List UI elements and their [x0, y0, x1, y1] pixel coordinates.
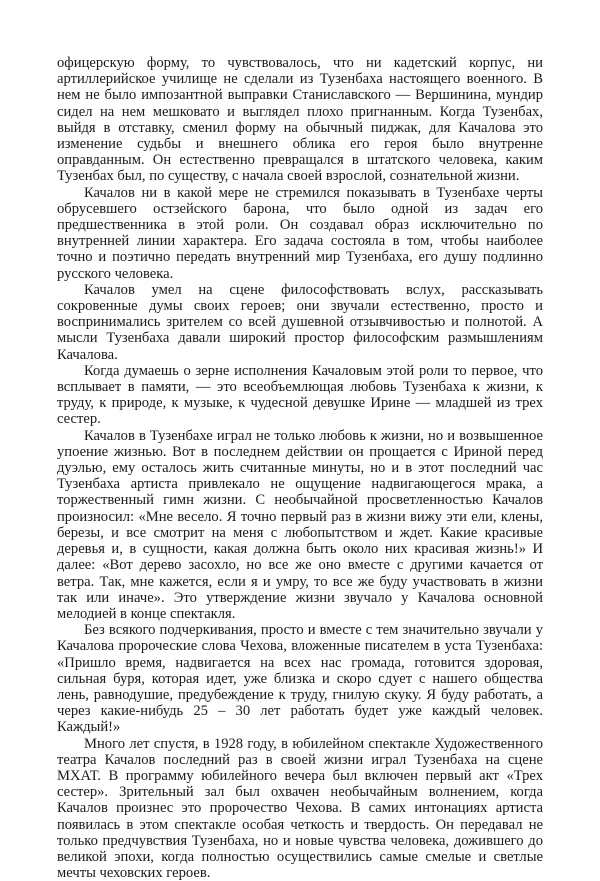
paragraph: Качалов умел на сцене философствовать вслух, рассказывать сокровенные думы своих героев; они звучали естественно, просто и воспринимались зрителем со всей душевной отзывчивостью и полнотой. А мысли Тузенбаха давали широкий простор философским размышлениям Качалова. — [57, 281, 543, 363]
paragraph: Без всякого подчеркивания, просто и вместе с тем значительно звучали у Качалова пророческие слова Чехова, вложенные писателем в уста Тузенбаха: «Пришло время, надвигается на всех нас громада, готовится здоровая, сильная буря, которая идет, уже близка и скоро сдует с нашего общества лень, равнодушие, предубеждение к труду, гнилую скуку. Я буду работать, а через какие-нибудь 25 – 30 лет работать будет уже каждый человек. Каждый!» — [57, 622, 543, 736]
paragraph: Когда думаешь о зерне исполнения Качаловым этой роли то первое, что всплывает в памяти, — это всеобъемлющая любовь Тузенбаха к жизни, к труду, к природе, к музыке, к чудесной девушке Ирине — младшей из трех сестер. — [57, 362, 543, 428]
paragraph: Качалов ни в какой мере не стремился показывать в Тузенбахе черты обрусевшего остзейского барона, что было одной из задач его предшественника в этой роли. Он создавал образ исключительно по внутренней линии характера. Его задача состояла в том, чтобы наиболее точно и поэтично передать внутренний мир Тузенбаха, его душу подлинно русского человека. — [57, 184, 543, 282]
paragraph: Качалов в Тузенбахе играл не только любовь к жизни, но и возвышенное упоение жизнью. Вот в последнем действии он прощается с Ириной перед дуэлью, ему осталось жить считанные минуты, но и в этот последний час Тузенбаха артиста привлекало не ощущение надвигающегося мрака, а торжественный гимн жизни. С необычайной просветленностью Качалов произносил: «Мне весело. Я точно первый раз в жизни вижу эти ели, клены, березы, и все смотрит на меня с любопытством и ждет. Какие красивые деревья и, в сущности, какая должна быть около них красивая жизнь!» И далее: «Вот дерево засохло, но все же оно вместе с другими качается от ветра. Так, мне кажется, если я и умру, то все же буду участвовать в жизни так или иначе». Это утверждение жизни звучало у Качалова основной мелодией в конце спектакля. — [57, 427, 543, 622]
document-page — [57, 55, 543, 881]
paragraph-continuation: офицерскую форму, то чувствовалось, что ни кадетский корпус, ни артиллерийское училище не сделали из Тузенбаха настоящего военного. В нем не было импозантной выправки Станиславского — Вершинина, мундир сидел на нем мешковато и выглядел плохо пригнанным. Когда Тузенбах, выйдя в отставку, сменил форму на обычный пиджак, для Качалова это изменение судьбы и внешнего облика его героя было внутренне оправданным. Он естественно превращался в штатского человека, каким Тузенбах был, по существу, с начала своей взрослой, сознательной жизни. — [57, 55, 543, 185]
paragraph: Много лет спустя, в 1928 году, в юбилейном спектакле Художественного театра Качалов последний раз в своей жизни играл Тузенбаха на сцене МХАТ. В программу юбилейного вечера был включен первый акт «Трех сестер». Зрительный зал был охвачен необычайным волнением, когда Качалов произнес это пророчество Чехова. В самих интонациях артиста появилась в этом спектакле особая четкость и твердость. Он передавал не только предчувствия Тузенбаха, но и новые чувства человека, дожившего до великой эпохи, когда полностью осуществились самые смелые и светлые мечты чеховских героев. — [57, 735, 543, 881]
